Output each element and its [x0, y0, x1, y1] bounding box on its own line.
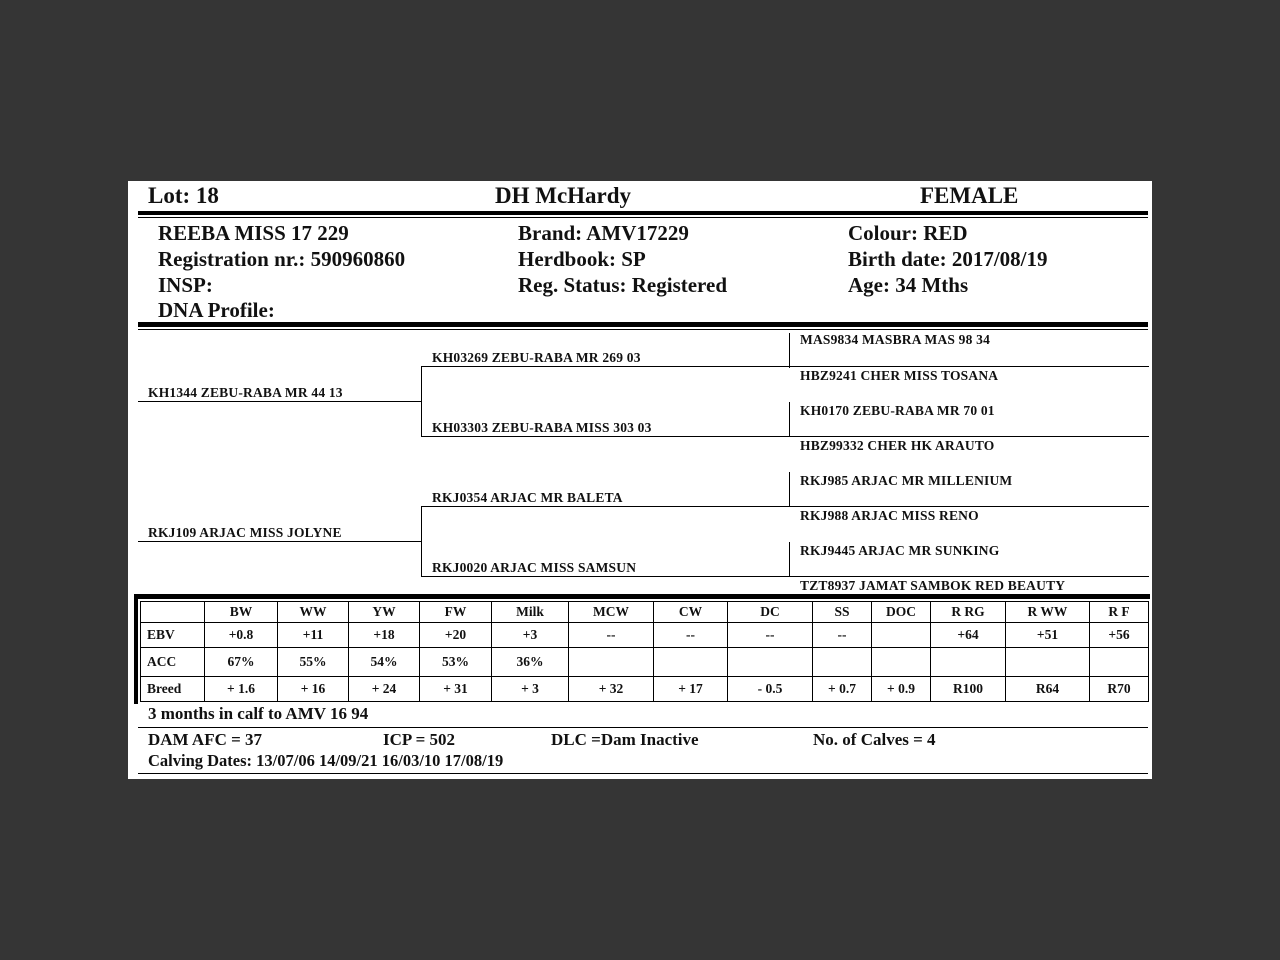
dna-profile-label: DNA Profile:: [158, 298, 275, 322]
sds-line: [789, 436, 1149, 437]
pedigree-sds: KH0170 ZEBU-RABA MR 70 01: [800, 403, 995, 418]
table-cell: +3: [492, 623, 569, 648]
header-cell: Milk: [492, 602, 569, 623]
header-cell: FW: [420, 602, 492, 623]
ss-line: [421, 366, 789, 367]
pedigree-dam-sire: RKJ0354 ARJAC MR BALETA: [432, 490, 623, 505]
pedigree-dam-dam: RKJ0020 ARJAC MISS SAMSUN: [432, 560, 637, 575]
table-cell: + 3: [492, 677, 569, 702]
ds-bracket: [789, 472, 790, 507]
header-rule-thin: [138, 217, 1148, 218]
table-cell: 54%: [349, 648, 420, 677]
ss-bracket: [789, 333, 790, 368]
header-cell: WW: [278, 602, 349, 623]
info-rule-thick: [138, 322, 1148, 327]
dds-line: [789, 576, 1149, 577]
table-cell: 53%: [420, 648, 492, 677]
table-cell: + 1.6: [205, 677, 278, 702]
row-label: ACC: [141, 648, 205, 677]
table-cell: R64: [1006, 677, 1090, 702]
table-row: [141, 648, 1149, 677]
table-cell: + 0.7: [813, 677, 872, 702]
number-of-calves: No. of Calves = 4: [813, 730, 936, 749]
table-cell: [872, 648, 931, 677]
pedigree-dam: RKJ109 ARJAC MISS JOLYNE: [148, 525, 342, 540]
header-cell: MCW: [569, 602, 654, 623]
registration-number: Registration nr.: 590960860: [158, 247, 406, 271]
header-cell: SS: [813, 602, 872, 623]
animal-name: REEBA MISS 17 229: [158, 221, 349, 245]
table-rule-thick: [134, 594, 1150, 599]
ds-line: [421, 506, 789, 507]
bottom-rule: [138, 773, 1148, 774]
table-cell: + 31: [420, 677, 492, 702]
table-cell: [728, 648, 813, 677]
sss-line: [789, 366, 1149, 367]
dd-line: [421, 576, 789, 577]
table-cell: 36%: [492, 648, 569, 677]
sd-bracket: [789, 402, 790, 437]
table-cell: 55%: [278, 648, 349, 677]
dlc: DLC =Dam Inactive: [551, 730, 699, 749]
herdbook: Herdbook: SP: [518, 247, 646, 271]
dam-afc: DAM AFC = 37: [148, 730, 263, 749]
pedigree-ddd: TZT8937 JAMAT SAMBOK RED BEAUTY: [800, 578, 1066, 593]
sex-label: FEMALE: [920, 183, 1019, 208]
table-cell: +11: [278, 623, 349, 648]
pedigree-sdd: HBZ99332 CHER HK ARAUTO: [800, 438, 995, 453]
insp-label: INSP:: [158, 273, 213, 297]
ebv-header-row: [141, 602, 1149, 623]
table-cell: + 16: [278, 677, 349, 702]
table-left-bar: [134, 594, 138, 704]
owner-name: DH McHardy: [495, 183, 632, 208]
table-cell: [1090, 648, 1149, 677]
dd-bracket: [789, 542, 790, 577]
header-rule-thick: [138, 211, 1148, 215]
header-cell: DC: [728, 602, 813, 623]
birth-date: Birth date: 2017/08/19: [848, 247, 1048, 271]
header-cell: [141, 602, 205, 623]
table-cell: [872, 623, 931, 648]
pedigree-ssd: HBZ9241 CHER MISS TOSANA: [800, 368, 999, 383]
header-cell: R WW: [1006, 602, 1090, 623]
table-row: [141, 623, 1149, 648]
in-calf-note: 3 months in calf to AMV 16 94: [148, 704, 369, 723]
info-rule-thin: [138, 329, 1148, 330]
table-row: [141, 677, 1149, 702]
table-cell: [654, 648, 728, 677]
table-cell: +0.8: [205, 623, 278, 648]
header-cell: DOC: [872, 602, 931, 623]
table-cell: +51: [1006, 623, 1090, 648]
sire-bracket: [421, 366, 422, 436]
table-cell: --: [654, 623, 728, 648]
row-label: Breed: [141, 677, 205, 702]
pedigree-dds: RKJ9445 ARJAC MR SUNKING: [800, 543, 1000, 558]
pedigree-sss: MAS9834 MASBRA MAS 98 34: [800, 332, 991, 347]
table-cell: [931, 648, 1006, 677]
header-cell: YW: [349, 602, 420, 623]
table-cell: + 32: [569, 677, 654, 702]
table-cell: + 0.9: [872, 677, 931, 702]
dam-bracket: [421, 506, 422, 576]
dss-line: [789, 506, 1149, 507]
lot-number: Lot: 18: [148, 183, 219, 208]
table-cell: +18: [349, 623, 420, 648]
dam-line: [138, 541, 421, 542]
calving-dates: Calving Dates: 13/07/06 14/09/21 16/03/10 17/08/19: [148, 751, 504, 770]
pedigree-dss: RKJ985 ARJAC MR MILLENIUM: [800, 473, 1013, 488]
sd-line: [421, 436, 789, 437]
age: Age: 34 Mths: [848, 273, 969, 297]
table-cell: --: [569, 623, 654, 648]
table-cell: --: [813, 623, 872, 648]
pedigree-sire: KH1344 ZEBU-RABA MR 44 13: [148, 385, 343, 400]
brand: Brand: AMV17229: [518, 221, 689, 245]
table-cell: --: [728, 623, 813, 648]
header-cell: R F: [1090, 602, 1149, 623]
table-cell: +56: [1090, 623, 1149, 648]
header-cell: R RG: [931, 602, 1006, 623]
pedigree-dsd: RKJ988 ARJAC MISS RENO: [800, 508, 979, 523]
animal-card: [128, 181, 1152, 779]
registration-status: Reg. Status: Registered: [518, 273, 727, 297]
pedigree-sire-sire: KH03269 ZEBU-RABA MR 269 03: [432, 350, 641, 365]
pedigree-sire-dam: KH03303 ZEBU-RABA MISS 303 03: [432, 420, 652, 435]
table-cell: R100: [931, 677, 1006, 702]
table-cell: [1006, 648, 1090, 677]
header-cell: BW: [205, 602, 278, 623]
table-cell: + 17: [654, 677, 728, 702]
table-cell: [569, 648, 654, 677]
table-cell: 67%: [205, 648, 278, 677]
ebv-table: [140, 601, 1149, 702]
footer-rule: [138, 727, 1148, 728]
table-cell: R70: [1090, 677, 1149, 702]
table-cell: +64: [931, 623, 1006, 648]
table-cell: +20: [420, 623, 492, 648]
row-label: EBV: [141, 623, 205, 648]
table-cell: - 0.5: [728, 677, 813, 702]
header-cell: CW: [654, 602, 728, 623]
sire-line: [138, 401, 421, 402]
colour: Colour: RED: [848, 221, 968, 245]
table-cell: + 24: [349, 677, 420, 702]
icp: ICP = 502: [383, 730, 456, 749]
table-cell: [813, 648, 872, 677]
